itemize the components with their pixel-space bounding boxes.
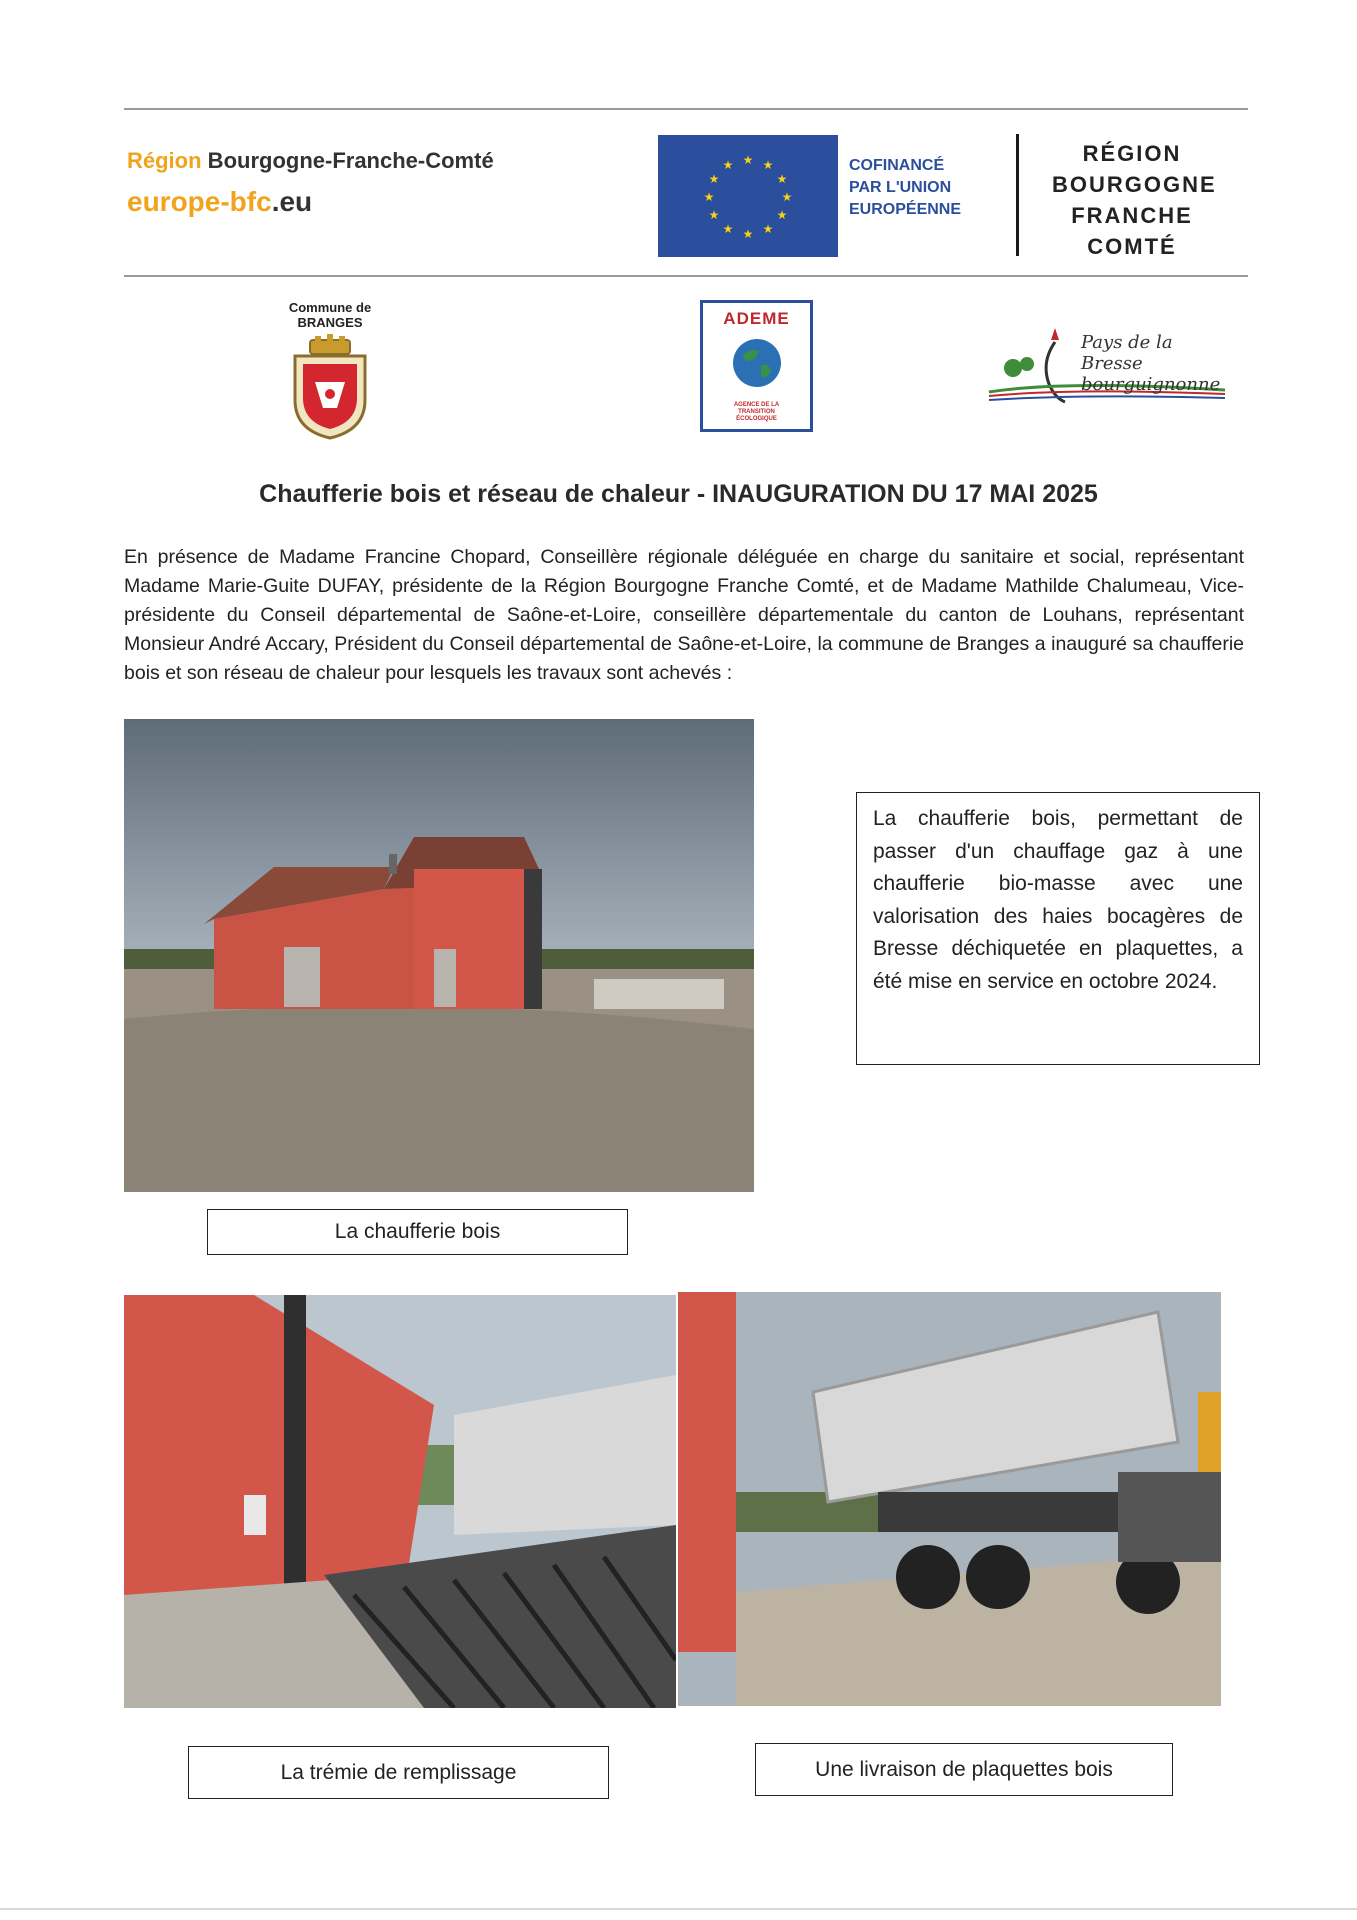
svg-text:★: ★	[722, 222, 734, 236]
pays-bresse-logo: Pays de la Bresse bourguignonne	[985, 322, 1235, 422]
caption-boiler-house: La chaufferie bois	[207, 1209, 628, 1255]
svg-text:★: ★	[776, 208, 788, 222]
svg-text:★: ★	[781, 190, 793, 204]
boiler-info-box: La chaufferie bois, permettant de passer d'un chauffage gaz à une chaufferie bio-masse avec une valorisation des haies bocagères de Bresse déchiquetée en plaquettes, a été mise en service en octobre 2024.	[856, 792, 1260, 1065]
svg-text:★: ★	[762, 158, 774, 172]
svg-text:★: ★	[703, 190, 715, 204]
header-bottom-rule	[124, 275, 1248, 277]
svg-text:★: ★	[742, 227, 754, 241]
boiler-house-photo	[124, 719, 754, 1192]
caption-delivery: Une livraison de plaquettes bois	[755, 1743, 1173, 1796]
bfc-logo-name: Région Bourgogne-Franche-Comté	[127, 148, 494, 173]
globe-icon	[731, 337, 783, 389]
branges-coat-of-arms-icon	[285, 334, 375, 442]
bfc-logo-url: europe-bfc.eu	[127, 186, 313, 217]
eu-flag-icon	[658, 135, 838, 257]
svg-text:★: ★	[742, 153, 754, 167]
svg-text:★: ★	[708, 208, 720, 222]
header-separator	[1016, 134, 1019, 256]
delivery-photo	[678, 1292, 1221, 1706]
hopper-photo	[124, 1295, 676, 1708]
svg-text:★: ★	[722, 158, 734, 172]
caption-hopper: La trémie de remplissage	[188, 1746, 609, 1799]
intro-paragraph: En présence de Madame Francine Chopard, Conseillère régionale déléguée en charge du sanitaire et social, représentant Madame Marie-Guite DUFAY, présidente de la Région Bourgogne Franche Comté, et de Madame Mathilde Chalumeau, Vice-présidente du Conseil départemental de Saône-et-Loire, conseillère départementale du canton de Louhans, représentant Monsieur André Accary, Président du Conseil départemental de Saône-et-Loire, la commune de Branges a inauguré sa chaufferie bois et son réseau de chaleur pour lesquels les travaux sont achevés :	[124, 546, 1244, 684]
svg-text:★: ★	[776, 172, 788, 186]
region-bfc-logo: RÉGION BOURGOGNE FRANCHE COMTÉ	[1052, 141, 1217, 259]
svg-text:★: ★	[762, 222, 774, 236]
page-title: Chaufferie bois et réseau de chaleur - INAUGURATION DU 17 MAI 2025	[259, 480, 1098, 508]
eu-cofinance-label: COFINANCÉ PAR L'UNION EUROPÉENNE	[849, 157, 962, 218]
ademe-logo: ADEME AGENCE DE LA TRANSITION ÉCOLOGIQUE	[700, 300, 813, 432]
svg-text:★: ★	[708, 172, 720, 186]
page-bottom-edge	[0, 1908, 1357, 1910]
header-top-rule	[124, 108, 1248, 110]
branges-logo: Commune de BRANGES	[270, 300, 390, 447]
